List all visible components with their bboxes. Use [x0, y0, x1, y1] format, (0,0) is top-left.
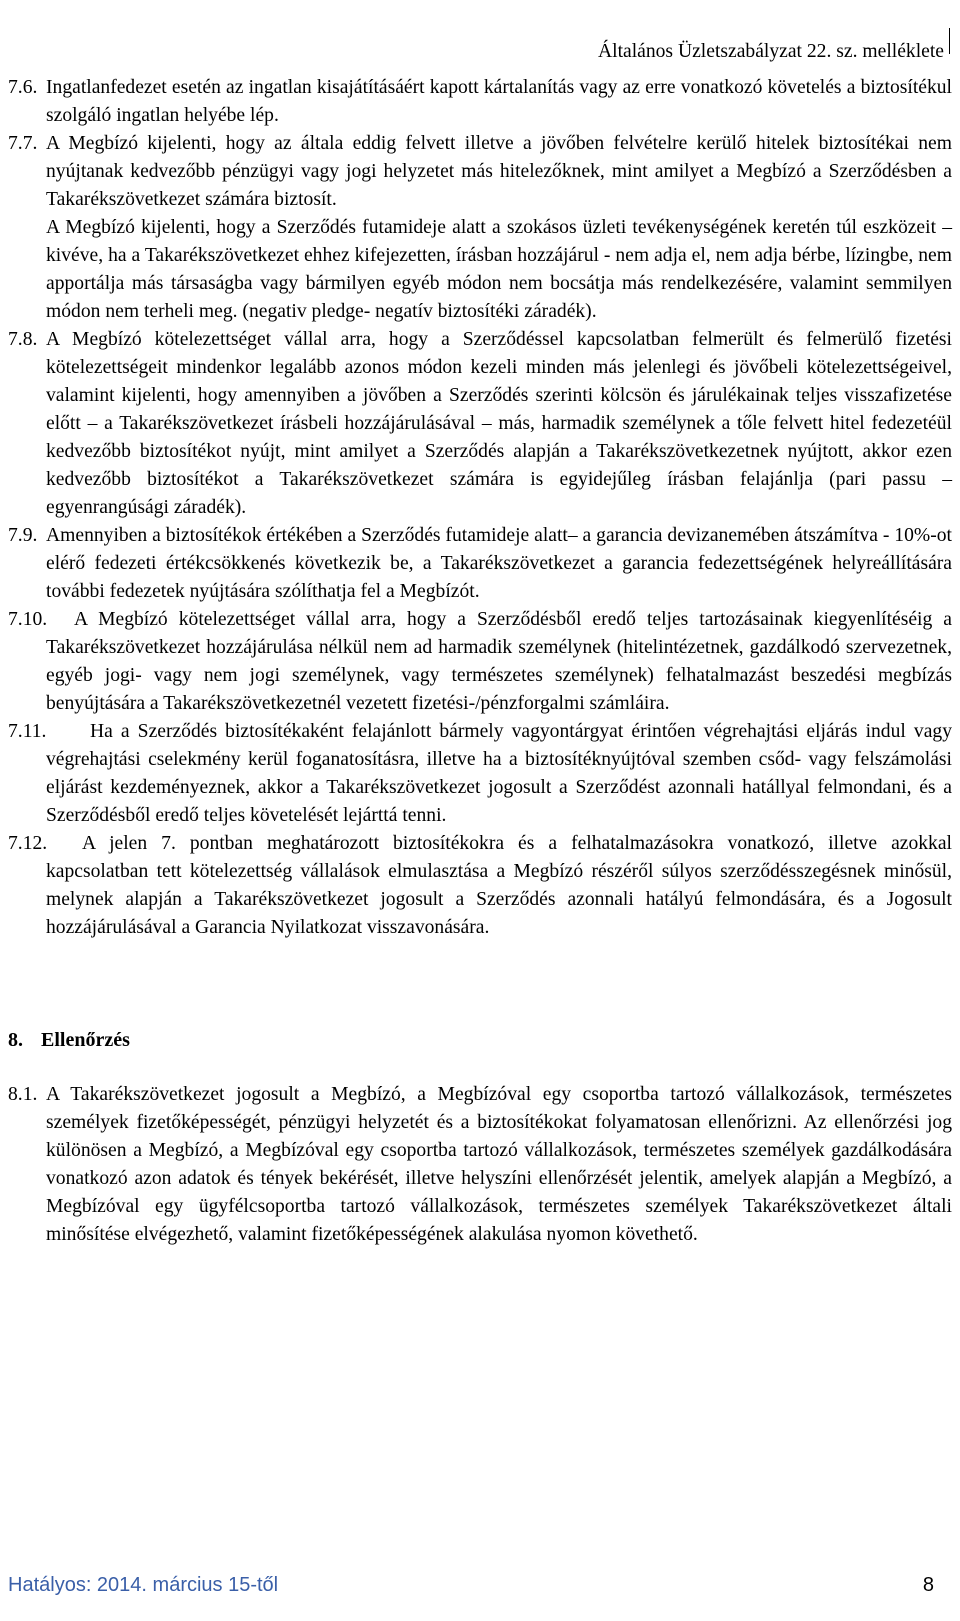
document-body — [8, 74, 952, 1249]
section-number: 8. — [8, 1029, 23, 1051]
clause-text: Amennyiben a biztosítékok értékében a Szerződés futamideje alatt– a garancia devizanemében átszámítva - 10%-ot elérő fedezeti értékcsökkenés következik be, a Takarékszövetkezet a garancia fedezettségének helyreállítására további fedezetek nyújtására szólíthatja fel a Megbízót. — [46, 525, 952, 602]
clause-7-12 — [8, 830, 952, 942]
clause-text: A Megbízó kötelezettséget vállal arra, hogy a Szerződéssel kapcsolatban felmerült és felmerülő fizetési kötelezettségeit mindenkor legalább azonos módon kezeli minden más jelenlegi és jövőbeli kötelezettségeivel, valamint kijelenti, hogy amennyiben a jövőben a Szerződés szerinti kölcsön és járulékainak teljes visszafizetése előtt – a Takarékszövetkezet írásbeli hozzájárulásával – más, harmadik személynek a tőle felvett hitel fedezetéül kedvezőbb biztosítékot nyújt, mint amilyet a Szerződés alapján a Takarékszövetkezetnek nyújtott, akkor ezen kedvezőbb biztosítékot a Takarékszövetkezet számára is egyidejűleg írásban felajánlja (pari passu – egyenrangúsági záradék). — [46, 329, 952, 518]
clause-text: Ingatlanfedezet esetén az ingatlan kisajátításáért kapott kártalanítás vagy az erre vonatkozó követelés a biztosítékul szolgáló ingatlan helyébe lép. — [46, 77, 952, 126]
header-rule — [949, 28, 951, 54]
clause-text: Ha a Szerződés biztosítékaként felajánlott bármely vagyontárgyat érintően végrehajtási eljárás indul vagy végrehajtási cselekmény kerül foganatosításra, illetve ha a biztosítéknyújtóval szemben csőd- vagy felszámolási eljárást kezdeményeznek, akkor a Takarékszövetkezet jogosult a Szerződést azonnali hatállyal felmondani, és a Szerződésből eredő teljes követelését lejárttá tenni. — [46, 721, 952, 826]
clause-number: 7.12. — [8, 833, 48, 854]
clause-text: A jelen 7. pontban meghatározott biztosítékokra és a felhatalmazásokra vonatkozó, illetve azokkal kapcsolatban tett kötelezettség vállalások elmulasztása a Megbízó részéről súlyos szerződésszegésnek minősül, melynek alapján a Takarékszövetkezet jogosult a Szerződés azonnali hatályú felmondására, és a Jogosult hozzájárulásával a Garancia Nyilatkozat visszavonására. — [46, 833, 952, 938]
clause-8-1 — [8, 1081, 952, 1249]
clause-number: 8.1. — [8, 1084, 38, 1105]
clause-7-7-negative-pledge — [8, 214, 952, 326]
clause-7-7 — [8, 130, 952, 214]
footer-page-number: 8 — [922, 1574, 934, 1596]
clause-text: A Megbízó kijelenti, hogy a Szerződés futamideje alatt a szokásos üzleti tevékenységének keretén túl eszközeit – kivéve, ha a Takarékszövetkezet ehhez kifejezetten, írásban hozzájárul - nem adja el, nem adja bérbe, lízingbe, nem apportálja más társaságba vagy bármilyen egyéb módon nem bocsátja más rendelkezésére, valamint semmilyen módon nem terheli meg. (negativ pledge- negatív biztosítéki záradék). — [46, 217, 952, 322]
clause-number: 7.9. — [8, 525, 38, 546]
clause-number: 7.6. — [8, 77, 38, 98]
clause-7-11 — [8, 718, 952, 830]
section-title: Ellenőrzés — [41, 1029, 130, 1051]
clause-7-9 — [8, 522, 952, 606]
clause-number: 7.11. — [8, 721, 47, 742]
footer-effective-date: Hatályos: 2014. március 15-től — [8, 1574, 279, 1596]
clause-7-8 — [8, 326, 952, 522]
clause-text: A Takarékszövetkezet jogosult a Megbízó, a Megbízóval egy csoportba tartozó vállalkozások, természetes személyek fizetőképességét, pénzügyi helyzetét és a biztosítékokat folyamatosan ellenőrizni. Az ellenőrzési jog különösen a Megbízó, a Megbízóval egy csoportba tartozó vállalkozások, természetes személyek gazdálkodására vonatkozó azon adatok és tények bekérését, illetve helyszíni ellenőrzését jelentik, amelyek alapján a Megbízó, a Megbízóval egy ügyfélcsoportba tartozó vállalkozások, természetes személyek Takarékszövetkezet általi minősítése elvégezhető, valamint fizetőképességének alakulása nyomon követhető. — [46, 1084, 952, 1245]
header-title: Általános Üzletszabályzat 22. sz. melléklete — [597, 41, 944, 62]
document-header — [598, 38, 944, 66]
section-gap — [8, 942, 952, 1026]
clause-text: A Megbízó kötelezettséget vállal arra, hogy a Szerződésből eredő teljes tartozásainak kiegyenlítéséig a Takarékszövetkezet hozzájárulása nélkül nem ad harmadik személynek (hitelintézetnek, gazdálkodó szervezetnek, egyéb jogi- vagy nem jogi személynek, vagy természetes személynek) felhatalmazást beszedési megbízás benyújtására a Takarékszövetkezetnél vezetett fizetési-/pénzforgalmi számláira. — [46, 609, 952, 714]
clause-7-6 — [8, 74, 952, 130]
section-8-heading — [8, 1026, 952, 1054]
clause-7-10 — [8, 606, 952, 718]
clause-number: 7.10. — [8, 609, 48, 630]
clause-text: A Megbízó kijelenti, hogy az általa eddig felvett illetve a jövőben felvételre kerülő hitelek biztosítékai nem nyújtanak kedvezőbb pénzügyi vagy jogi helyzetet más hitelezőknek, mint amilyet a Megbízó a Szerződésben a Takarékszövetkezet számára biztosít. — [46, 133, 952, 210]
clause-number: 7.8. — [8, 329, 38, 350]
clause-number: 7.7. — [8, 133, 38, 154]
